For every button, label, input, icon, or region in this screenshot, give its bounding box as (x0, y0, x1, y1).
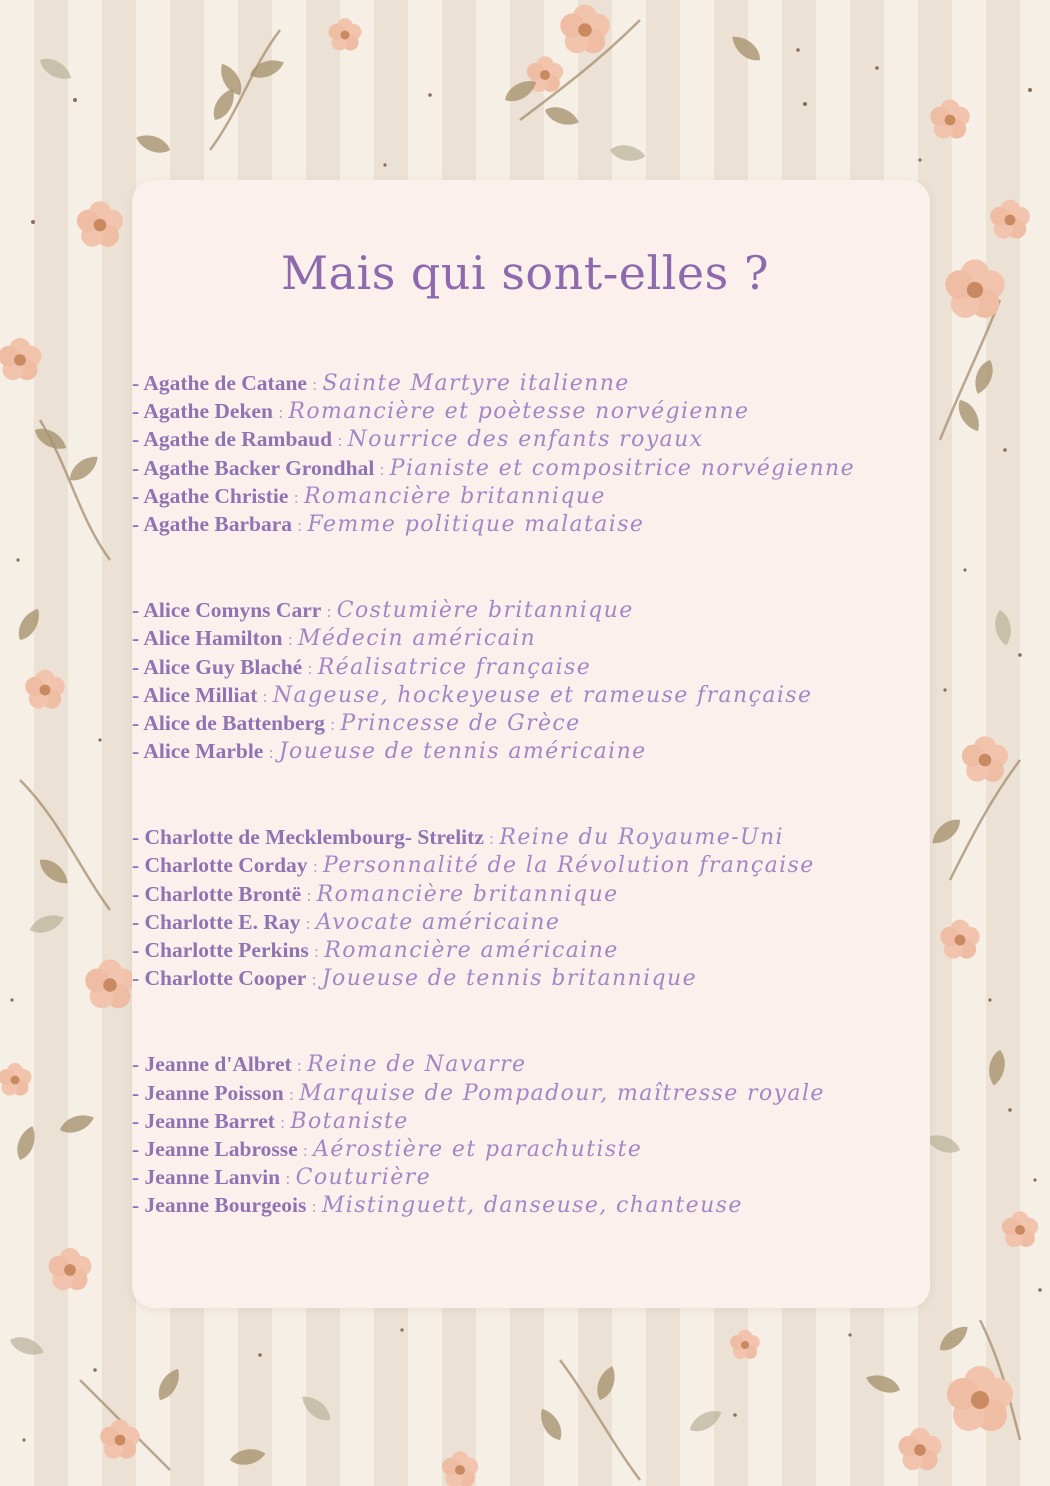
person-name: - Jeanne Bourgeois (132, 1193, 307, 1218)
person-description: Romancière britannique (303, 483, 606, 509)
list-item (132, 681, 932, 709)
person-description: Sainte Martyre italienne (322, 371, 630, 396)
separator: : (289, 1084, 294, 1104)
separator: : (278, 403, 284, 423)
separator: : (379, 459, 385, 479)
separator: : (297, 1056, 302, 1076)
separator: : (306, 885, 312, 905)
separator: : (311, 1197, 317, 1217)
person-name: - Jeanne Poisson (132, 1080, 284, 1105)
separator: : (489, 829, 494, 849)
person-description: Joueuse de tennis britannique (321, 966, 698, 992)
person-description: Nourrice des enfants royaux (347, 427, 704, 453)
separator: : (293, 487, 299, 507)
list-item (132, 1079, 932, 1107)
list-item (132, 1050, 932, 1078)
person-description: Médecin américain (297, 626, 537, 652)
person-name: - Alice Hamilton (132, 626, 283, 651)
person-name: - Alice Guy Blaché (132, 654, 303, 679)
list-item (132, 369, 932, 397)
person-name: - Agathe Backer Grondhal (132, 455, 375, 480)
list-item (132, 596, 932, 624)
person-name: - Charlotte Corday (132, 853, 308, 878)
person-description: Romancière et poètesse norvégienne (288, 399, 750, 425)
person-description: Nageuse, hockeyeuse et rameuse française (272, 682, 813, 708)
person-name: - Jeanne Barret (132, 1108, 275, 1133)
person-description: Couturière (295, 1165, 431, 1191)
list-item (132, 880, 932, 908)
person-description: Princesse de Grèce (340, 710, 581, 736)
list-item (132, 851, 932, 879)
list-item (132, 454, 932, 482)
person-name: - Agathe de Catane (132, 371, 307, 395)
person-description: Femme politique malataise (307, 511, 645, 537)
separator: : (297, 515, 303, 535)
separator: : (287, 630, 293, 650)
name-list (132, 369, 932, 1278)
list-item (132, 1191, 932, 1219)
person-name: - Alice de Battenberg (132, 710, 325, 735)
name-group (132, 823, 932, 992)
separator: : (337, 431, 343, 451)
list-item (132, 908, 932, 936)
person-description: Réalisatrice française (317, 654, 592, 680)
separator: : (268, 743, 274, 763)
separator: : (311, 970, 317, 990)
person-description: Pianiste et compositrice norvégienne (389, 455, 856, 481)
person-description: Romancière américaine (324, 938, 619, 963)
list-item (132, 397, 932, 425)
separator: : (312, 375, 318, 394)
person-name: - Charlotte Cooper (132, 966, 307, 991)
list-item (132, 1107, 932, 1135)
list-item (132, 709, 932, 737)
person-name: - Agathe de Rambaud (132, 427, 333, 452)
person-name: - Charlotte de Mecklembourg- Strelitz (132, 825, 484, 850)
person-name: - Jeanne d'Albret (132, 1052, 292, 1077)
person-description: Reine du Royaume-Uni (499, 825, 784, 851)
separator: : (330, 714, 335, 734)
person-name: - Agathe Christie (132, 483, 289, 508)
person-description: Romancière britannique (316, 881, 619, 907)
list-item (132, 510, 932, 538)
list-item (132, 1163, 932, 1191)
list-item (132, 482, 932, 510)
separator: : (262, 686, 268, 706)
list-item (132, 624, 932, 652)
person-description: Aérostière et parachutiste (313, 1136, 643, 1162)
person-name: - Jeanne Labrosse (132, 1136, 298, 1161)
separator: : (305, 913, 311, 933)
list-item (132, 1135, 932, 1163)
list-item (132, 653, 932, 681)
name-group (132, 369, 932, 538)
separator: : (303, 1140, 308, 1160)
person-name: - Jeanne Lanvin (132, 1165, 281, 1190)
list-item (132, 936, 932, 964)
page-title: Mais qui sont-elles ? (280, 246, 770, 300)
person-description: Avocate américaine (315, 909, 561, 935)
list-item (132, 425, 932, 453)
list-item (132, 737, 932, 765)
separator: : (280, 1112, 286, 1132)
person-description: Mistinguett, danseuse, chanteuse (321, 1193, 743, 1219)
separator: : (307, 658, 313, 678)
person-description: Personnalité de la Révolution française (323, 853, 815, 879)
list-item (132, 964, 932, 992)
person-description: Botaniste (290, 1108, 409, 1134)
person-description: Joueuse de tennis américaine (278, 739, 647, 765)
person-description: Reine de Navarre (307, 1052, 527, 1078)
separator: : (314, 942, 319, 961)
person-name: - Alice Marble (132, 739, 264, 764)
name-group (132, 596, 932, 765)
person-description: Marquise de Pompadour, maîtresse royale (299, 1080, 825, 1106)
person-name: - Agathe Deken (132, 399, 273, 424)
separator: : (285, 1169, 291, 1189)
separator: : (326, 602, 332, 622)
person-description: Costumière britannique (336, 598, 634, 624)
person-name: - Agathe Barbara (132, 511, 293, 536)
name-group (132, 1050, 932, 1219)
list-item (132, 823, 932, 851)
person-name: - Alice Milliat (132, 682, 258, 707)
person-name: - Charlotte Perkins (132, 938, 309, 962)
person-name: - Charlotte Brontë (132, 881, 302, 906)
person-name: - Charlotte E. Ray (132, 909, 301, 934)
separator: : (312, 857, 318, 877)
person-name: - Alice Comyns Carr (132, 598, 322, 623)
